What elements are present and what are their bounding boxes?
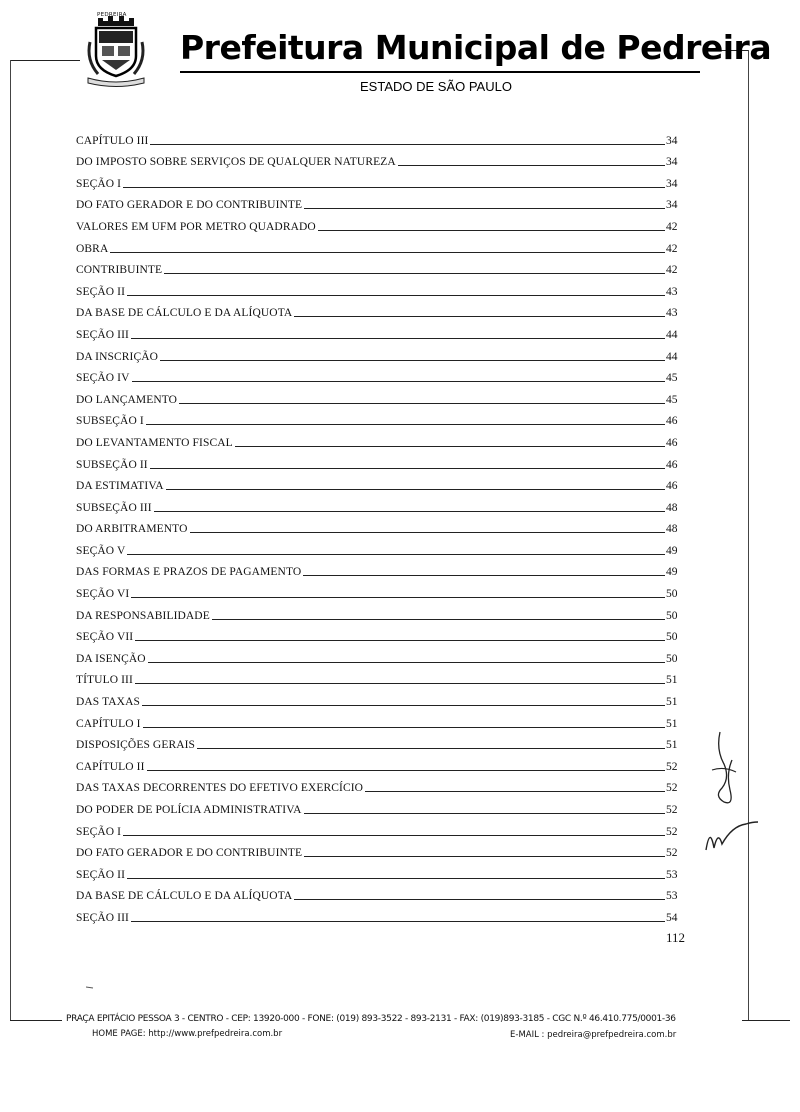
toc-entry-label: DA INSCRIÇÃO bbox=[76, 350, 159, 363]
toc-entry-leader-line bbox=[365, 790, 665, 792]
toc-entry-leader-line bbox=[142, 704, 665, 706]
toc-entry-label: DO PODER DE POLÍCIA ADMINISTRATIVA bbox=[76, 804, 302, 816]
toc-entry-label: CAPÍTULO III bbox=[76, 134, 149, 147]
toc-entry-leader-line bbox=[146, 423, 665, 425]
toc-entry-label: DA RESPONSABILIDADE bbox=[76, 609, 210, 622]
toc-entry bbox=[76, 407, 690, 429]
toc-entry-page: 52 bbox=[666, 804, 678, 816]
toc-entry-page: 42 bbox=[666, 264, 678, 277]
toc-entry-leader-line bbox=[131, 596, 665, 598]
toc-entry-label: TÍTULO III bbox=[76, 674, 133, 687]
toc-entry-label: VALORES EM UFM POR METRO QUADRADO bbox=[76, 220, 316, 233]
toc-entry bbox=[76, 472, 690, 494]
toc-entry-page: 54 bbox=[666, 911, 678, 924]
toc-entry-leader-line bbox=[150, 467, 665, 469]
toc-entry bbox=[76, 623, 690, 645]
toc-entry-label: DAS TAXAS bbox=[76, 696, 140, 709]
toc-entry-page: 50 bbox=[666, 609, 678, 622]
toc-entry bbox=[76, 428, 690, 450]
toc-entry-leader-line bbox=[131, 920, 665, 922]
toc-entry-page: 48 bbox=[666, 501, 678, 514]
toc-entry bbox=[76, 709, 690, 731]
toc-entry-page: 42 bbox=[666, 220, 678, 233]
toc-entry-leader-line bbox=[212, 618, 665, 620]
toc-entry-label: DISPOSIÇÕES GERAIS bbox=[76, 739, 196, 752]
frame-line-bottom-right bbox=[742, 1020, 790, 1021]
toc-entry-label: SUBSEÇÃO II bbox=[76, 458, 148, 471]
toc-entry-label: DA BASE DE CÁLCULO E DA ALÍQUOTA bbox=[76, 307, 293, 320]
toc-entry-page: 34 bbox=[666, 134, 678, 147]
toc-entry bbox=[76, 666, 690, 688]
toc-entry-label: SEÇÃO II bbox=[76, 868, 126, 881]
toc-entry bbox=[76, 277, 690, 299]
toc-entry-page: 51 bbox=[666, 696, 678, 709]
toc-entry bbox=[76, 752, 690, 774]
toc-entry bbox=[76, 385, 690, 407]
toc-entry-page: 43 bbox=[666, 307, 678, 320]
toc-entry bbox=[76, 903, 690, 925]
toc-entry-page: 49 bbox=[666, 544, 678, 557]
toc-entry-page: 51 bbox=[666, 717, 678, 730]
footer-home-page: HOME PAGE: http://www.prefpedreira.com.br bbox=[92, 1029, 283, 1039]
title-underline bbox=[180, 71, 700, 73]
toc-entry bbox=[76, 795, 690, 817]
toc-entry-label: DO LEVANTAMENTO FISCAL bbox=[76, 436, 233, 449]
toc-entry-page: 52 bbox=[666, 825, 678, 838]
toc-entry-page: 46 bbox=[666, 415, 678, 428]
toc-entry-page: 46 bbox=[666, 436, 678, 449]
toc-entry-page: 45 bbox=[666, 393, 678, 406]
toc-entry bbox=[76, 536, 690, 558]
frame-line-top-left bbox=[10, 60, 80, 61]
toc-entry bbox=[76, 148, 690, 170]
toc-entry bbox=[76, 860, 690, 882]
toc-entry-leader-line bbox=[150, 143, 665, 145]
coat-of-arms-icon bbox=[84, 12, 148, 88]
toc-entry-leader-line bbox=[318, 229, 665, 231]
toc-entry-leader-line bbox=[132, 380, 665, 382]
toc-entry-page: 50 bbox=[666, 652, 678, 665]
toc-entry-page: 50 bbox=[666, 631, 678, 644]
toc-entry-label: DA BASE DE CÁLCULO E DA ALÍQUOTA bbox=[76, 890, 293, 903]
toc-entry-page: 52 bbox=[666, 782, 678, 795]
toc-entry-leader-line bbox=[148, 661, 665, 663]
toc-entry bbox=[76, 126, 690, 148]
toc-entry-label: CONTRIBUINTE bbox=[76, 264, 163, 277]
toc-entry-label: DA ISENÇÃO bbox=[76, 652, 146, 665]
toc-entry-label: DA ESTIMATIVA bbox=[76, 480, 164, 493]
toc-entry-label: CAPÍTULO I bbox=[76, 717, 141, 730]
toc-entry-leader-line bbox=[135, 639, 665, 641]
toc-entry-label: SEÇÃO III bbox=[76, 911, 129, 924]
toc-entry bbox=[76, 364, 690, 386]
toc-entry bbox=[76, 774, 690, 796]
toc-entry-leader-line bbox=[110, 251, 665, 253]
toc-entry bbox=[76, 839, 690, 861]
toc-entry bbox=[76, 644, 690, 666]
frame-line-left bbox=[10, 60, 11, 1020]
toc-entry-label: SEÇÃO II bbox=[76, 285, 126, 298]
toc-entry bbox=[76, 817, 690, 839]
toc-entry-leader-line bbox=[131, 337, 665, 339]
table-of-contents bbox=[76, 126, 690, 925]
toc-entry-page: 48 bbox=[666, 523, 678, 536]
toc-entry-leader-line bbox=[179, 402, 665, 404]
toc-entry-leader-line bbox=[304, 207, 665, 209]
toc-entry-page: 52 bbox=[666, 847, 678, 860]
toc-entry-page: 49 bbox=[666, 566, 678, 579]
toc-entry-label: SUBSEÇÃO III bbox=[76, 501, 152, 514]
toc-entry-leader-line bbox=[143, 726, 665, 728]
toc-entry bbox=[76, 342, 690, 364]
toc-entry-label: SEÇÃO VII bbox=[76, 631, 134, 644]
toc-entry-label: DO FATO GERADOR E DO CONTRIBUINTE bbox=[76, 847, 303, 860]
frame-line-right bbox=[748, 50, 749, 1020]
toc-entry bbox=[76, 601, 690, 623]
toc-entry-leader-line bbox=[294, 315, 665, 317]
toc-entry-leader-line bbox=[123, 834, 665, 836]
toc-entry-leader-line bbox=[123, 186, 665, 188]
toc-entry-page: 46 bbox=[666, 458, 678, 471]
toc-entry-page: 51 bbox=[666, 674, 678, 687]
toc-entry-leader-line bbox=[135, 682, 665, 684]
toc-entry-page: 42 bbox=[666, 242, 678, 255]
toc-entry bbox=[76, 579, 690, 601]
toc-entry-page: 34 bbox=[666, 156, 678, 169]
toc-entry-leader-line bbox=[164, 272, 665, 274]
toc-entry-leader-line bbox=[160, 359, 665, 361]
toc-entry bbox=[76, 558, 690, 580]
toc-entry bbox=[76, 882, 690, 904]
toc-entry-page: 51 bbox=[666, 739, 678, 752]
toc-entry bbox=[76, 169, 690, 191]
toc-entry-page: 43 bbox=[666, 285, 678, 298]
signature-initials-icon bbox=[700, 730, 760, 870]
toc-entry-leader-line bbox=[166, 488, 665, 490]
toc-entry-leader-line bbox=[304, 812, 665, 814]
toc-entry bbox=[76, 450, 690, 472]
toc-entry bbox=[76, 212, 690, 234]
toc-entry-label: SEÇÃO III bbox=[76, 328, 129, 341]
toc-entry-page: 44 bbox=[666, 350, 678, 363]
toc-entry-leader-line bbox=[197, 747, 665, 749]
toc-entry-label: DO IMPOSTO SOBRE SERVIÇOS DE QUALQUER NATUREZA bbox=[76, 156, 396, 169]
toc-entry-label: DO FATO GERADOR E DO CONTRIBUINTE bbox=[76, 199, 303, 212]
toc-entry-page: 52 bbox=[666, 760, 678, 773]
toc-entry-leader-line bbox=[303, 574, 665, 576]
toc-entry-page: 53 bbox=[666, 868, 678, 881]
toc-entry-label: SEÇÃO VI bbox=[76, 588, 130, 601]
crest-motto: PEDREIRA bbox=[97, 12, 127, 18]
toc-entry-page: 45 bbox=[666, 372, 678, 385]
stray-mark-icon bbox=[86, 986, 94, 989]
toc-entry bbox=[76, 493, 690, 515]
toc-entry-leader-line bbox=[127, 877, 665, 879]
toc-entry bbox=[76, 687, 690, 709]
toc-entry bbox=[76, 515, 690, 537]
page-title: Prefeitura Municipal de Pedreira bbox=[180, 28, 772, 67]
toc-entry-leader-line bbox=[235, 445, 665, 447]
toc-entry bbox=[76, 299, 690, 321]
toc-entry-page: 46 bbox=[666, 480, 678, 493]
toc-entry-label: DAS TAXAS DECORRENTES DO EFETIVO EXERCÍCIO bbox=[76, 782, 364, 795]
toc-entry-label: SEÇÃO I bbox=[76, 825, 122, 838]
toc-entry-label: DO ARBITRAMENTO bbox=[76, 523, 188, 536]
toc-entry-label: SEÇÃO I bbox=[76, 177, 122, 190]
toc-entry bbox=[76, 256, 690, 278]
toc-entry-leader-line bbox=[147, 769, 666, 771]
toc-entry-page: 50 bbox=[666, 588, 678, 601]
toc-entry-leader-line bbox=[398, 164, 665, 166]
toc-entry-leader-line bbox=[127, 294, 665, 296]
toc-entry-label: DO LANÇAMENTO bbox=[76, 393, 178, 406]
frame-line-bottom-left bbox=[10, 1020, 62, 1021]
toc-entry-leader-line bbox=[304, 855, 665, 857]
toc-entry-leader-line bbox=[154, 510, 665, 512]
toc-entry bbox=[76, 234, 690, 256]
toc-entry-leader-line bbox=[294, 898, 665, 900]
toc-entry-label: SEÇÃO V bbox=[76, 544, 126, 557]
toc-entry bbox=[76, 320, 690, 342]
footer-email: E-MAIL : pedreira@prefpedreira.com.br bbox=[510, 1030, 677, 1040]
toc-entry-label: DAS FORMAS E PRAZOS DE PAGAMENTO bbox=[76, 566, 302, 579]
state-subtitle: ESTADO DE SÃO PAULO bbox=[360, 79, 512, 94]
page-number: 112 bbox=[666, 930, 686, 945]
toc-entry bbox=[76, 191, 690, 213]
toc-entry-label: SUBSEÇÃO I bbox=[76, 415, 144, 428]
footer-address: PRAÇA EPITÁCIO PESSOA 3 - CENTRO - CEP: 13920-000 - FONE: (019) 893-3522 - 893-2131 - FAX: (019)893-3185 - CGC N.º 46.410.775/0001-36 bbox=[66, 1014, 676, 1024]
toc-entry-label: OBRA bbox=[76, 242, 109, 255]
toc-entry-label: CAPÍTULO II bbox=[76, 760, 145, 773]
toc-entry-leader-line bbox=[127, 553, 665, 555]
toc-entry-label: SEÇÃO IV bbox=[76, 372, 130, 385]
toc-entry-page: 44 bbox=[666, 328, 678, 341]
toc-entry-page: 53 bbox=[666, 890, 678, 903]
toc-entry bbox=[76, 731, 690, 753]
toc-entry-page: 34 bbox=[666, 199, 678, 212]
toc-entry-page: 34 bbox=[666, 177, 678, 190]
toc-entry-leader-line bbox=[190, 531, 665, 533]
